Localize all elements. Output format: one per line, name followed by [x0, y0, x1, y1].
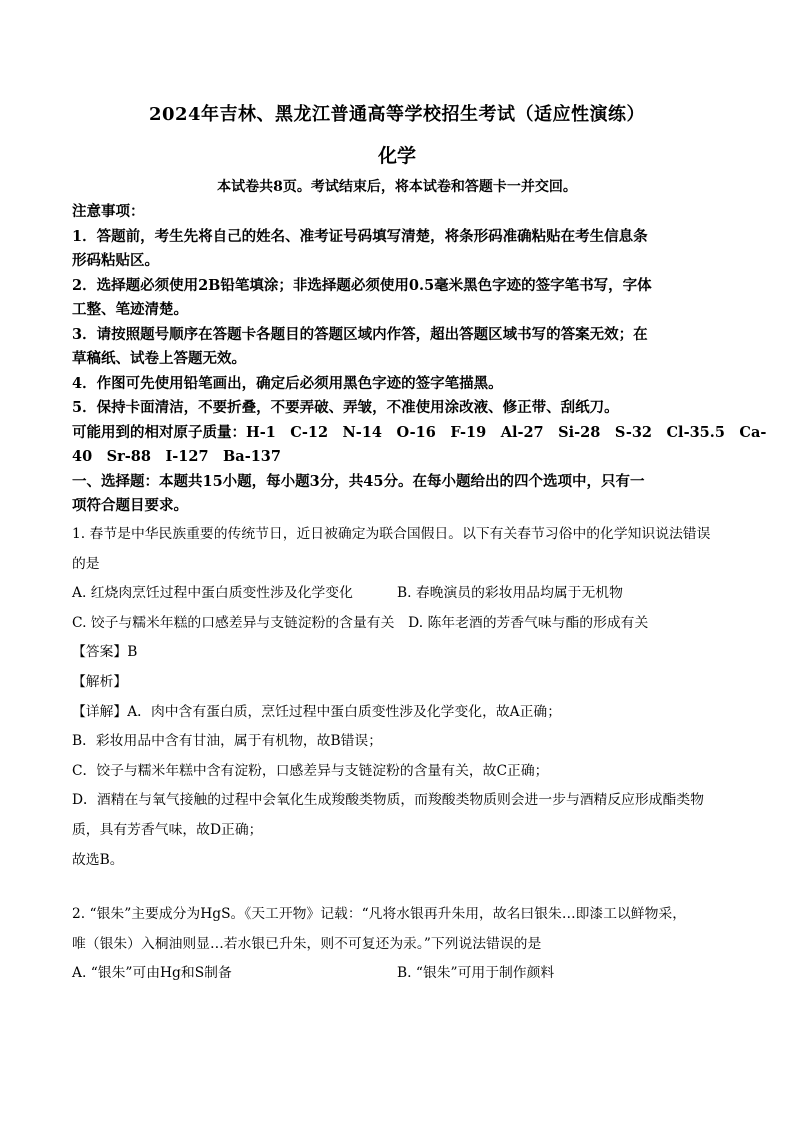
notes-line: 1．答题前，考生先将自己的姓名、准考证号码填写清楚，将条形码准确粘贴在考生信息条	[72, 227, 648, 245]
notes-line: 草稿纸、试卷上答题无效。	[72, 350, 246, 367]
options-row	[72, 579, 722, 609]
analysis-label: 【解析】	[72, 673, 128, 690]
detail-text: A．肉中含有蛋白质，烹饪过程中蛋白质变性涉及化学变化，故A正确；	[127, 703, 562, 720]
notes-line: 3．请按照题号顺序在答题卡各题目的答题区域内作答，超出答题区域书写的答案无效；在	[72, 325, 648, 343]
option-b: B. 春晚演员的彩妆用品均属于无机物	[397, 585, 623, 602]
detail-text: B．彩妆用品中含有甘油，属于有机物，故B错误；	[72, 733, 383, 750]
notes-line: 5．保持卡面清洁，不要折叠，不要弄破、弄皱，不准使用涂改液、修正带、刮纸刀。	[72, 399, 619, 416]
options-row-cd: C. 饺子与糯米年糕的口感差异与支链淀粉的含量有关 D. 陈年老酒的芳香气味与酯的形成有关	[72, 614, 649, 631]
question-2	[72, 900, 722, 989]
notes-heading: 注意事项：	[72, 203, 145, 220]
option-b: B. “银朱”可用于制作颜料	[397, 965, 555, 982]
subject-title: 化学	[377, 145, 416, 167]
atomic-mass-line: 可能用到的相对原子质量：H-1 C-12 N-14 O-16 F-19 Al-27 Si-28 S-32 Cl-35.5 Ca-	[72, 423, 767, 441]
section-heading: 一、选择题：本题共15小题，每小题3分，共45分。在每小题给出的四个选项中，只有一	[72, 472, 645, 490]
notes-line: 4．作图可先使用铅笔画出，确定后必须用黑色字迹的签字笔描黑。	[72, 374, 503, 392]
notes-section	[72, 200, 767, 519]
notes-line: 工整、笔迹清楚。	[72, 301, 188, 318]
option-a: A. “银朱”可由Hg和S制备	[72, 965, 232, 982]
notes-line: 形码粘贴区。	[72, 252, 159, 269]
detail-text: C．饺子与糯米年糕中含有淀粉，口感差异与支链淀粉的含量有关，故C正确；	[72, 762, 549, 779]
question-stem: 的是	[72, 555, 100, 572]
intro-line: 本试卷共8页。考试结束后，将本试卷和答题卡一并交回。	[217, 179, 577, 195]
question-stem: 1. 春节是中华民族重要的传统节日，近日被确定为联合国假日。以下有关春节习俗中的化学知识说法错误	[72, 526, 711, 542]
detail-label: 【详解】	[72, 703, 128, 720]
answer-value: B	[127, 644, 138, 661]
options-row	[72, 959, 722, 989]
answer-label: 【答案】	[72, 644, 128, 661]
question-stem: 唯（银朱）入桐油则显…若水银已升朱，则不可复还为汞。”下列说法错误的是	[72, 935, 542, 952]
detail-text: 故选B。	[72, 851, 124, 868]
question-stem: 2. “银朱”主要成分为HgS。《天工开物》记载：“凡将水银再升朱用，故名曰银朱…即漆工以鲜物采，	[72, 906, 686, 922]
exam-title: 2024年吉林、黑龙江普通高等学校招生考试（适应性演练）	[148, 104, 646, 125]
option-a: A. 红烧肉烹饪过程中蛋白质变性涉及化学变化	[72, 585, 353, 602]
question-1	[72, 520, 722, 875]
detail-text: 质，具有芳香气味，故D正确；	[72, 821, 263, 838]
detail-line	[72, 698, 722, 728]
detail-text: D．酒精在与氧气接触的过程中会氧化生成羧酸类物质，而羧酸类物质则会进一步与酒精反应形成酯类物	[72, 792, 704, 809]
notes-line: 2．选择题必须使用2B铅笔填涂；非选择题必须使用0.5毫米黑色字迹的签字笔书写，字体	[72, 276, 652, 294]
section-heading: 项符合题目要求。	[72, 497, 188, 514]
answer-line	[72, 638, 722, 668]
atomic-mass-line: 40 Sr-88 I-127 Ba-137	[72, 448, 281, 465]
